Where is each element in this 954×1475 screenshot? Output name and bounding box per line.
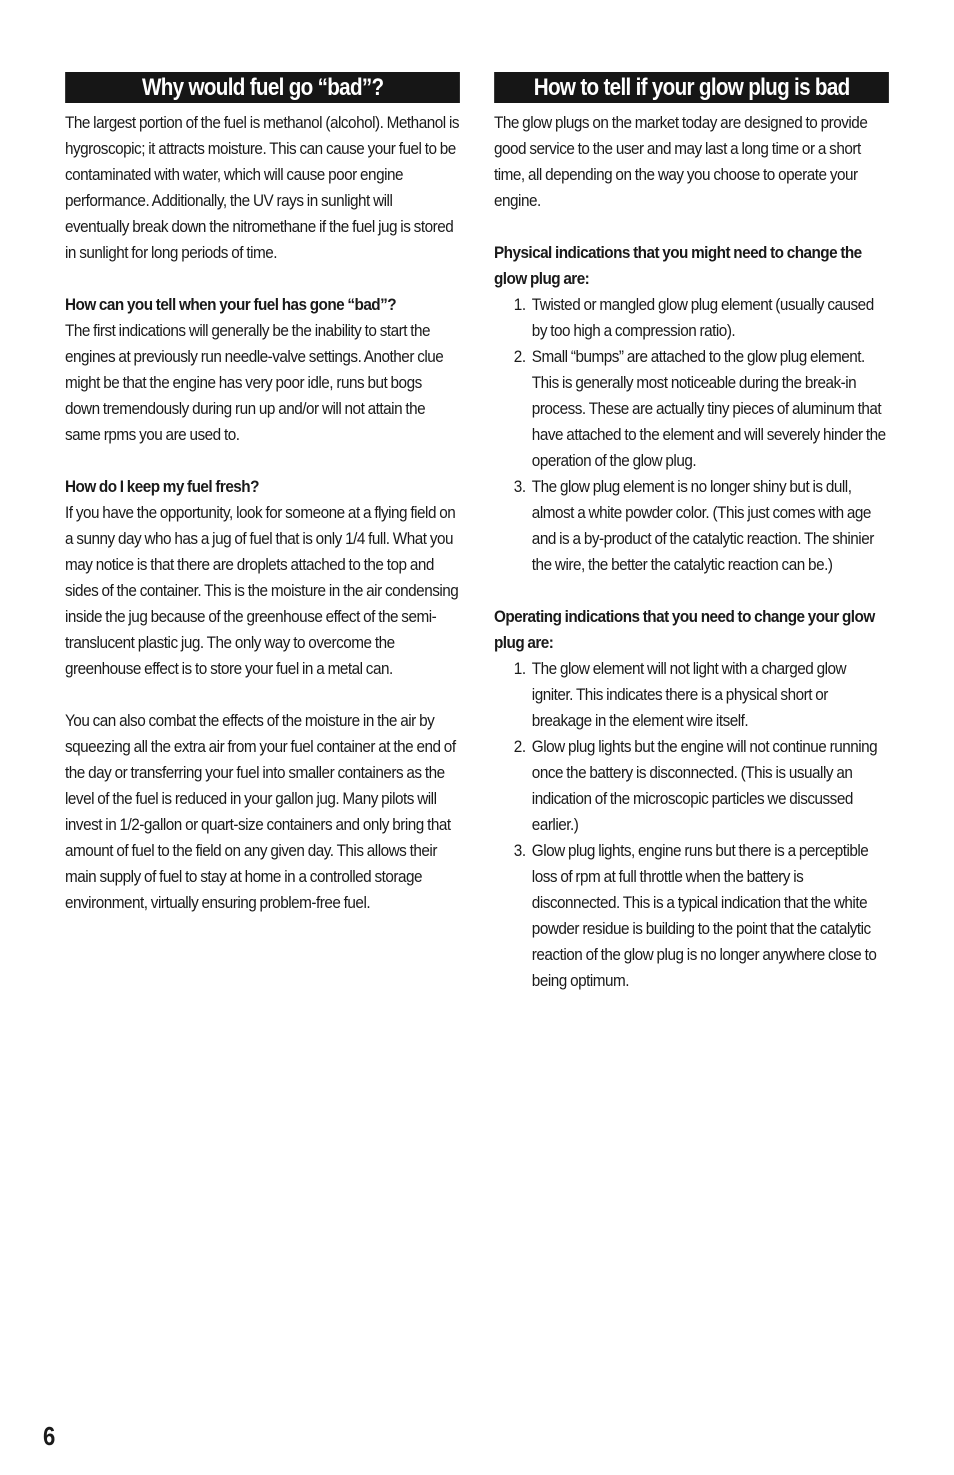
fuel-question-fresh: How do I keep my fuel fresh? — [65, 477, 259, 496]
list-item-text: The glow plug element is no longer shiny but is dull, almost a white powder color. (This just comes with age and is a by-product of the catalytic reaction. The shinier the wire, the better the catalytic reaction can be.) — [531, 477, 874, 574]
list-item-text: Glow plug lights, engine runs but there is a perceptible loss of rpm at full throttle when the battery is disconnected. This is a typical indication that the white powder residue is building to the point that the catalytic reaction of the glow plug is no longer anywhere close to being optimum. — [531, 841, 877, 990]
list-item-text: The glow element will not light with a charged glow igniter. This indicates there is a physical short or breakage in the element wire itself. — [531, 659, 847, 730]
fuel-section-title: Why would fuel go “bad”? — [65, 72, 460, 103]
glow-plug-intro-paragraph: The glow plugs on the market today are designed to provide good service to the user and may last a long time or a short time, all depending on the way you choose to operate your engine. — [494, 113, 868, 210]
right-column — [494, 72, 889, 994]
physical-indications-list — [494, 292, 889, 578]
fuel-answer-bad: The first indications will generally be the inability to start the engines at previously run needle-valve settings. Another clue might be that the engine has very poor idle, runs but bogs down tremendously during run up and/or will not attain the same rpms you are used to. — [65, 321, 444, 444]
left-column — [65, 72, 460, 916]
physical-indications-heading: Physical indications that you might need to change the glow plug are: — [494, 243, 862, 288]
operating-indications-heading: Operating indications that you need to change your glow plug are: — [494, 607, 875, 652]
list-item-number: 1. — [513, 295, 526, 314]
list-item — [494, 474, 889, 578]
fuel-answer-fresh: If you have the opportunity, look for someone at a flying field on a sunny day who has a jug of fuel that is only 1/4 full. What you may notice is that there are droplets attached to the top and sides of the container. This is the moisture in the air condensing inside the jug because of the greenhouse effect of the semi-translucent plastic jug. The only way to overcome the greenhouse effect is to store your fuel in a metal can. — [65, 503, 459, 678]
fuel-section-body — [65, 110, 460, 916]
glow-plug-section-body — [494, 110, 889, 994]
list-item-text: Glow plug lights but the engine will not continue running once the battery is disconnected. (This is usually an indication of the microscopic particles we discussed earlier.) — [531, 737, 878, 834]
page-number: 6 — [43, 1421, 56, 1451]
list-item-number: 2. — [513, 347, 526, 366]
fuel-intro-paragraph: The largest portion of the fuel is methanol (alcohol). Methanol is hygroscopic; it attracts moisture. This can cause your fuel to be contaminated with water, which will cause poor engine performance. Additionally, the UV rays in sunlight will eventually break down the nitromethane if the fuel jug is stored in sunlight for long periods of time. — [65, 113, 460, 262]
fuel-moisture-paragraph: You can also combat the effects of the moisture in the air by squeezing all the extra air from your fuel container at the end of the day or transferring your fuel into smaller containers as the level of the fuel is reduced in your gallon jug. Many pilots will invest in 1/2-gallon or quart-size containers and only bring that amount of fuel to the field on any given day. This allows their main supply of fuel to stay at home in a controlled storage environment, virtually ensuring problem-free fuel. — [65, 711, 456, 912]
list-item — [494, 292, 889, 344]
list-item-text: Twisted or mangled glow plug element (usually caused by too high a compression ratio). — [531, 295, 874, 340]
glow-plug-section-title: How to tell if your glow plug is bad — [494, 72, 889, 103]
list-item-number: 2. — [513, 737, 526, 756]
list-item-number: 3. — [513, 477, 526, 496]
list-item — [494, 734, 889, 838]
list-item — [494, 838, 889, 994]
list-item — [494, 344, 889, 474]
list-item-number: 1. — [513, 659, 526, 678]
list-item-text: Small “bumps” are attached to the glow plug element. This is generally most noticeable during the break-in process. These are actually tiny pieces of aluminum that have attached to the element and will severely hinder the operation of the glow plug. — [531, 347, 886, 470]
list-item — [494, 656, 889, 734]
list-item-number: 3. — [513, 841, 526, 860]
fuel-question-bad: How can you tell when your fuel has gone “bad”? — [65, 295, 397, 314]
operating-indications-list — [494, 656, 889, 994]
